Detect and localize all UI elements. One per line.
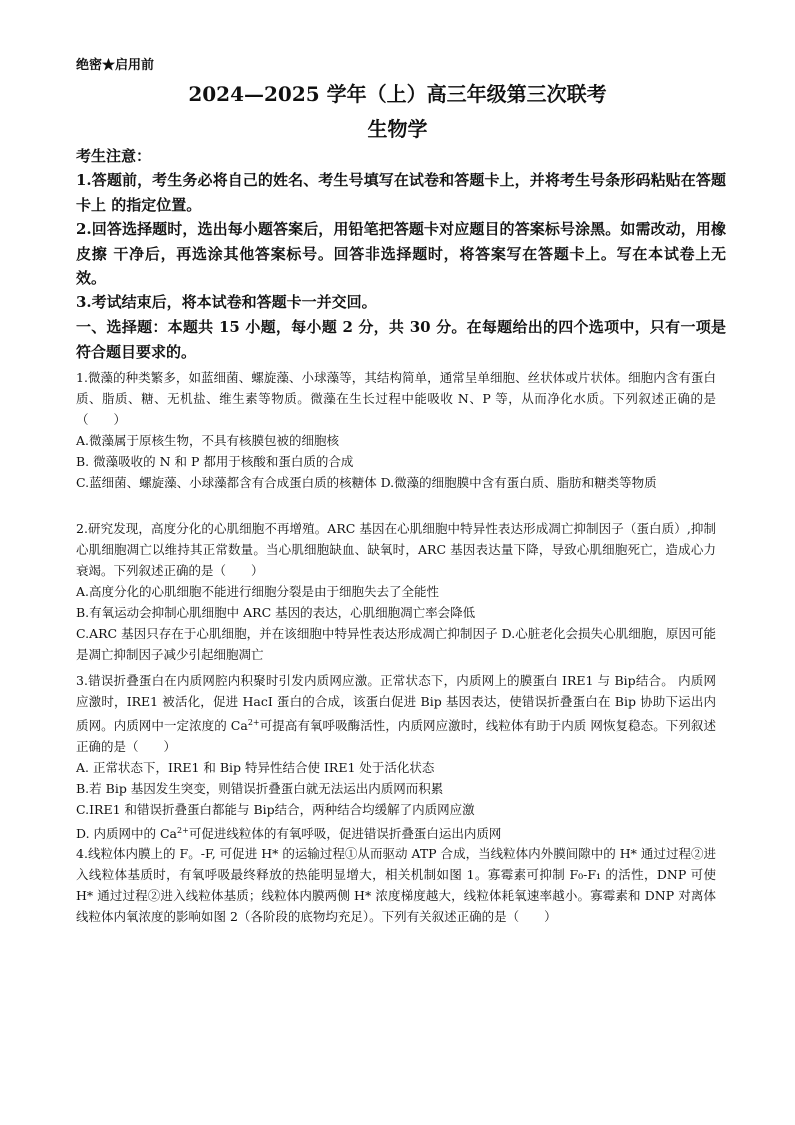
- subject-title: 生物学: [367, 117, 428, 141]
- confidential-mark: 绝密★启用前: [76, 58, 155, 73]
- question-1-option-b: B. 微藻吸收的 N 和 P 都用于核酸和蛋白质的合成: [76, 454, 354, 469]
- question-2-options-cd: C.ARC 基因只存在于心肌细胞，并在该细胞中特异性表达形成凋亡抑制因子 D.心脏老化会损失心肌细胞，原因可能是凋亡抑制因子减少引起细胞凋亡: [76, 626, 716, 662]
- question-4-stem: 4.线粒体内膜上的 F。-F, 可促进 H* 的运输过程①从而驱动 ATP 合成，当线粒体内外膜间隙中的 H* 通过过程②进入线粒体基质时，有氧呼吸最终释放的热能明显增大，相关机制如图 1。寡霉素可抑制 F₀-F₁ 的活性，DNP 可使 H* 通过过程②进入线粒体基质；线粒体内膜两侧 H* 浓度梯度越大，线粒体耗氧速率越小。寡霉素和 DNP 对离体线粒体内氧浓度的影响如图 2（各阶段的底物均充足）。下列有关叙述正确的是（ ）: [76, 846, 716, 924]
- question-3-option-d-part1: D. 内质网中的 Ca: [76, 826, 178, 842]
- question-1-options-cd: C.蓝细菌、螺旋藻、小球藻都含有合成蛋白质的核糖体 D.微藻的细胞膜中含有蛋白质、脂肪和糖类等物质: [76, 475, 657, 490]
- question-3: [76, 670, 716, 844]
- notice-item-1: 1.答题前，考生务必将自己的姓名、考生号填写在试卷和答题卡上，并将考生号条形码粘贴在答题卡上 的指定位置。: [76, 171, 726, 214]
- question-3-stem-part1: 3.错误折叠蛋白在内质网腔内积聚时引发内质网应激。正常状态下，内质网上的膜蛋白 IRE1 与 Bip结合。 内质网应激时，IRE1 被活化，促进 HacI 蛋白的合成，该蛋白促进 Bip 基因表达，使错误折叠蛋白在 Bip 协助下运出内质网。内质网中一定浓度的 Ca: [76, 673, 716, 734]
- question-3-stem-sup: 2+: [247, 718, 260, 727]
- question-3-option-a: A. 正常状态下，IRE1 和 Bip 特异性结合使 IRE1 处于活化状态: [76, 760, 435, 776]
- question-3-option-d-part2: 可促进线粒体的有氧呼吸，促进错误折叠蛋白运出内质网: [188, 826, 502, 842]
- notice-heading: 考生注意：: [76, 147, 152, 165]
- question-1-option-a: A.微藻属于原核生物，不具有核膜包被的细胞核: [76, 433, 340, 448]
- question-3-stem: [76, 670, 716, 757]
- question-1-stem: 1.微藻的种类繁多，如蓝细菌、螺旋藻、小球藻等，其结构简单，通常呈单细胞、丝状体或片状体。细胞内含有蛋白质、脂质、糖、无机盐、维生素等物质。微藻在生长过程中能吸收 N、P 等，从而净化水质。下列叙述正确的是（ ）: [76, 370, 716, 427]
- section-heading: 一、选择题：本题共 15 小题，每小题 2 分，共 30 分。在每题给出的四个选项中，只有一项是符合题目要求的。: [76, 318, 726, 361]
- question-2: [76, 518, 716, 665]
- question-2-option-b: B.有氧运动会抑制心肌细胞中 ARC 基因的表达，心肌细胞凋亡率会降低: [76, 605, 476, 620]
- question-1: [76, 367, 716, 493]
- question-3-option-d-sup: 2+: [177, 826, 189, 836]
- notice-item-2: 2.回答选择题时，选出每小题答案后，用铅笔把答题卡对应题目的答案标号涂黑。如需改动，用橡皮擦 干净后，再选涂其他答案标号。回答非选择题时，将答案写在答题卡上。写在本试卷上无效。: [76, 220, 726, 287]
- question-3-option-b: B.若 Bip 基因发生突变，则错误折叠蛋白就无法运出内质网而积累: [76, 781, 444, 797]
- exam-title: 2024—2025 学年（上）高三年级第三次联考: [188, 82, 607, 106]
- question-3-option-c: C.IRE1 和错误折叠蛋白都能与 Bip结合，两种结合均缓解了内质网应激: [76, 802, 475, 818]
- question-2-stem: 2.研究发现，高度分化的心肌细胞不再增殖。ARC 基因在心肌细胞中特异性表达形成凋亡抑制因子（蛋白质）,抑制心肌细胞凋亡以维持其正常数量。当心肌细胞缺血、缺氧时，ARC 基因表达量下降，导致心肌细胞死亡，造成心力衰竭。下列叙述正确的是（ ）: [76, 521, 716, 578]
- question-4: [76, 843, 716, 927]
- question-2-option-a: A.高度分化的心肌细胞不能进行细胞分裂是由于细胞失去了全能性: [76, 584, 440, 599]
- question-3-option-d: [76, 820, 716, 844]
- question-3-stem-part2: 可提高有氧呼吸酶活性，内质网应激时，线粒体有助于内质 网恢复稳态。下列叙述正确的是（ ）: [76, 718, 716, 755]
- notice-item-3: 3.考试结束后，将本试卷和答题卡一并交回。: [76, 293, 377, 311]
